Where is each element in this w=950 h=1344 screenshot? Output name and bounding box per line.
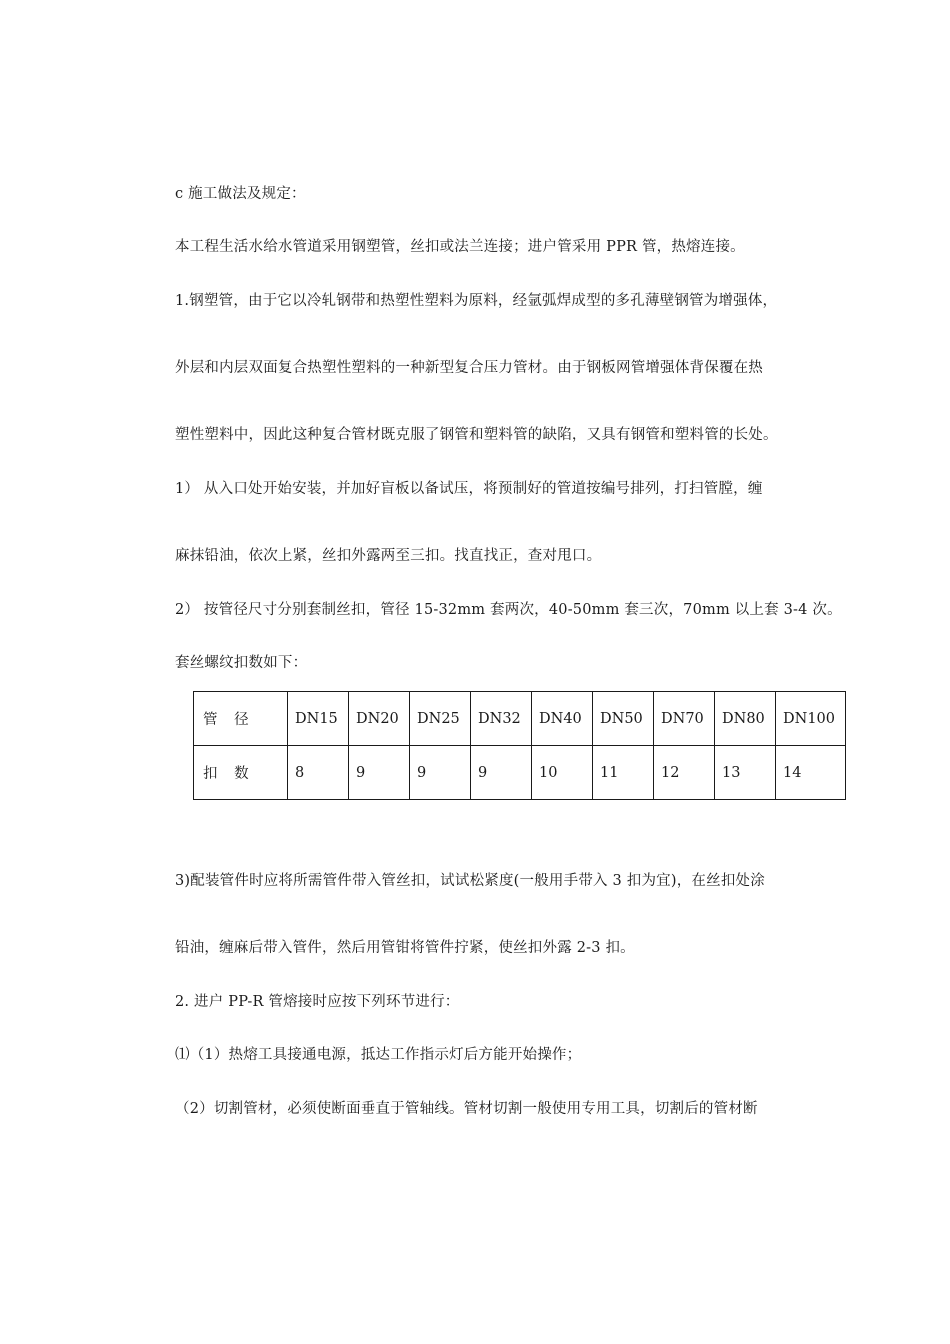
thread-count-cell: 14 [776, 746, 846, 800]
step1-line-2: 麻抹铅油，依次上紧，丝扣外露两至三扣。找直找正，查对甩口。 [175, 548, 602, 564]
section-heading: c 施工做法及规定： [175, 186, 306, 202]
pipe-size-cell: DN50 [593, 692, 654, 746]
thread-count-label: 扣 数 [194, 746, 288, 800]
pipe-size-cell: DN32 [471, 692, 532, 746]
steel-plastic-para-line-1: 1.钢塑管，由于它以冷轧钢带和热塑性塑料为原料，经氩弧焊成型的多孔薄壁钢管为增强体， [175, 293, 778, 309]
pipe-size-cell: DN80 [715, 692, 776, 746]
ppr-heading: 2. 进户 PP-R 管熔接时应按下列环节进行： [175, 994, 460, 1010]
step3-line-1: 3)配装管件时应将所需管件带入管丝扣，试试松紧度(一般用手带入 3 扣为宜)，在丝扣处涂 [175, 873, 765, 889]
pipe-size-cell: DN70 [654, 692, 715, 746]
table-row-pipe-size [194, 692, 846, 746]
step3-line-2: 铅油，缠麻后带入管件，然后用管钳将管件拧紧，使丝扣外露 2-3 扣。 [175, 940, 635, 956]
pipe-size-label: 管 径 [194, 692, 288, 746]
pipe-size-cell: DN40 [532, 692, 593, 746]
thread-count-cell: 10 [532, 746, 593, 800]
intro-paragraph: 本工程生活水给水管道采用钢塑管，丝扣或法兰连接；进户管采用 PPR 管，热熔连接。 [175, 239, 745, 255]
pipe-size-cell: DN100 [776, 692, 846, 746]
thread-count-cell: 9 [349, 746, 410, 800]
thread-count-cell: 9 [410, 746, 471, 800]
thread-count-cell: 11 [593, 746, 654, 800]
step2-line: 2） 按管径尺寸分别套制丝扣，管径 15-32mm 套两次，40-50mm 套三次，70mm 以上套 3-4 次。 [175, 602, 842, 618]
table-row-thread-count [194, 746, 846, 800]
table-caption: 套丝螺纹扣数如下： [175, 655, 308, 671]
ppr-step-1: ⑴（1）热熔工具接通电源，抵达工作指示灯后方能开始操作； [175, 1047, 582, 1063]
thread-count-cell: 13 [715, 746, 776, 800]
pipe-size-cell: DN25 [410, 692, 471, 746]
thread-count-cell: 12 [654, 746, 715, 800]
ppr-step-2: （2）切割管材，必须使断面垂直于管轴线。管材切割一般使用专用工具，切割后的管材断 [175, 1101, 758, 1117]
step1-line-1: 1） 从入口处开始安装，并加好盲板以备试压，将预制好的管道按编号排列，打扫管膛，缠 [175, 481, 763, 497]
thread-count-table [193, 691, 846, 800]
pipe-size-cell: DN15 [288, 692, 349, 746]
steel-plastic-para-line-2: 外层和内层双面复合热塑性塑料的一种新型复合压力管材。由于钢板网管增强体背保覆在热 [175, 360, 763, 376]
pipe-size-cell: DN20 [349, 692, 410, 746]
thread-count-cell: 9 [471, 746, 532, 800]
thread-count-cell: 8 [288, 746, 349, 800]
steel-plastic-para-line-3: 塑性塑料中，因此这种复合管材既克服了钢管和塑料管的缺陷，又具有钢管和塑料管的长处。 [175, 427, 778, 443]
